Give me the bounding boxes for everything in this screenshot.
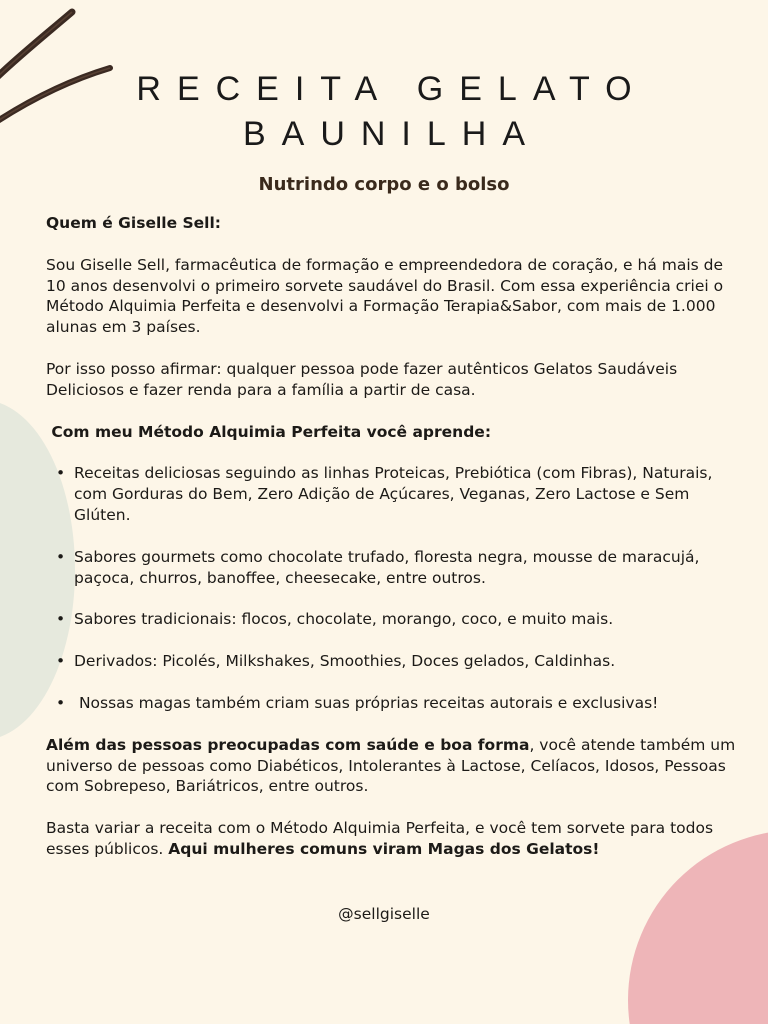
- list-item: • Nossas magas também criam suas próprias receitas autorais e exclusivas!: [74, 693, 736, 714]
- list-item: • Sabores gourmets como chocolate trufado, floresta negra, mousse de maracujá, paçoca, churros, banoffee, cheesecake, entre outros.: [74, 547, 736, 589]
- closing-paragraph: [46, 818, 736, 860]
- page-title-line-2: BAUNILHA: [242, 115, 542, 153]
- audience-rest: , você atende também um universo de pessoas como Diabéticos, Intolerantes à Lactose, Celíacos, Idosos, Pessoas com Sobrepeso, Bariátricos, entre outros.: [46, 735, 736, 796]
- closing-bold-tail: Aqui mulheres comuns viram Magas dos Gelatos!: [168, 839, 600, 858]
- audience-paragraph: [46, 735, 736, 797]
- closing-text: Basta variar a receita com o Método Alquimia Perfeita, e você tem sorvete para todos esses públicos.: [46, 819, 718, 858]
- instagram-handle: @sellgiselle: [338, 905, 430, 923]
- list-item: • Derivados: Picolés, Milkshakes, Smoothies, Doces gelados, Caldinhas.: [74, 651, 736, 672]
- list-item: • Sabores tradicionais: flocos, chocolate, morango, coco, e muito mais.: [74, 609, 736, 630]
- method-heading: Com meu Método Alquimia Perfeita você aprende:: [46, 422, 492, 441]
- about-paragraph-2: Por isso posso afirmar: qualquer pessoa pode fazer autênticos Gelatos Saudáveis Deliciosos e fazer renda para a família a partir de casa.: [46, 359, 678, 399]
- list-item: • Receitas deliciosas seguindo as linhas Proteicas, Prebiótica (com Fibras), Naturais, com Gorduras do Bem, Zero Adição de Açúcares, Veganas, Zero Lactose e Sem Glúten.: [74, 463, 736, 525]
- about-paragraph-1: Sou Giselle Sell, farmacêutica de formação e empreendedora de coração, e há mais de 10 anos desenvolvi o primeiro sorvete saudável do Brasil. Com essa experiência criei o Método Alquimia Perfeita e desenvolvi a Formação Terapia&Sabor, com mais de 1.000 alunas em 3 países.: [46, 255, 724, 337]
- vanilla-pods-image: [0, 0, 130, 130]
- main-content: [46, 213, 736, 860]
- page-title-line-1: RECEITA GELATO: [136, 70, 648, 108]
- audience-bold-lead: Além das pessoas preocupadas com saúde e boa forma: [46, 735, 530, 754]
- about-heading: Quem é Giselle Sell:: [46, 214, 221, 232]
- page-subtitle: Nutrindo corpo e o bolso: [258, 174, 510, 195]
- method-feature-list: [46, 463, 736, 713]
